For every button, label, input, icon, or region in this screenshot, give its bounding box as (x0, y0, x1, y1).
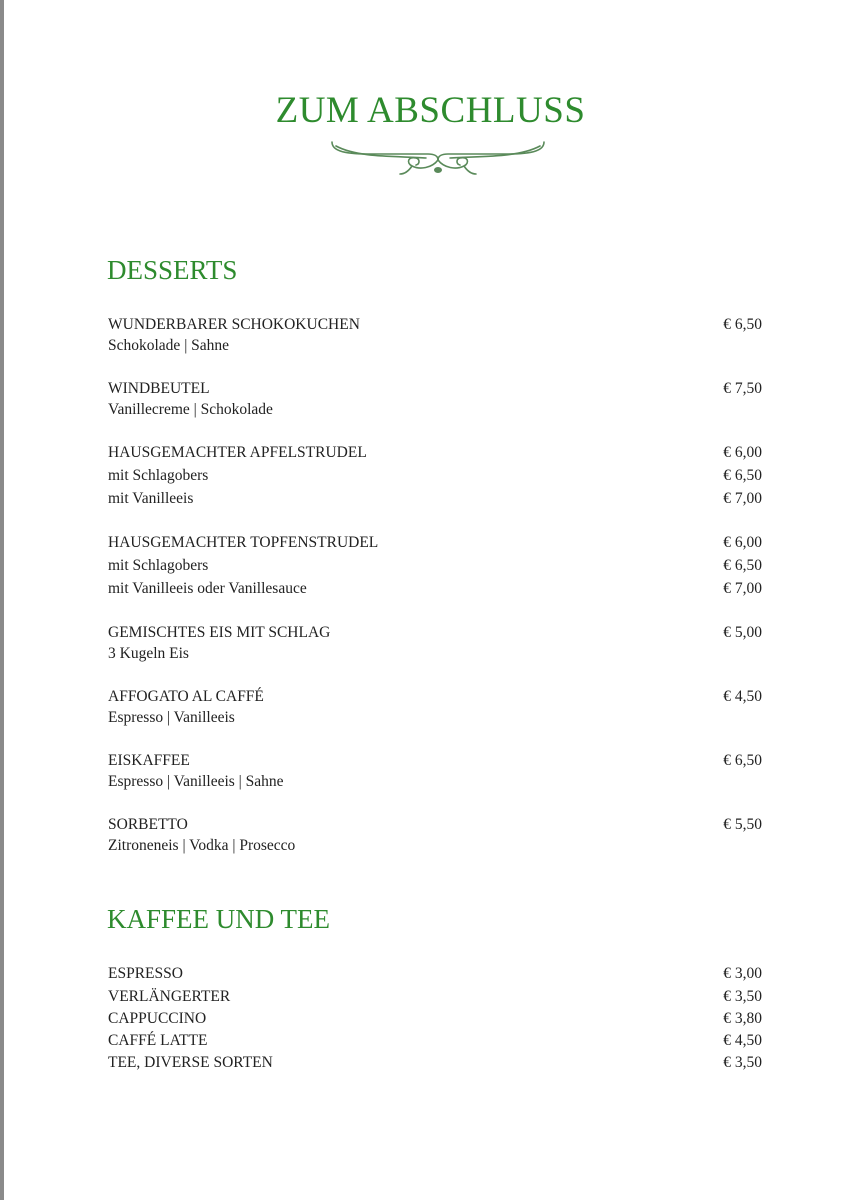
menu-item-name: ESPRESSO (108, 965, 183, 982)
menu-item-price: € 6,00 (723, 534, 762, 551)
menu-item-description (108, 836, 762, 856)
flourish-ornament-icon (328, 134, 548, 182)
menu-item-name: AFFOGATO AL CAFFÉ (108, 688, 264, 705)
menu-item-variant-name: mit Vanilleeis (108, 490, 194, 507)
menu-item-price: € 5,00 (723, 624, 762, 641)
menu-item-variant-price: € 6,50 (723, 557, 762, 574)
menu-item (108, 315, 762, 335)
menu-item (108, 379, 762, 399)
menu-item-price: € 7,50 (723, 380, 762, 397)
menu-item-name: HAUSGEMACHTER TOPFENSTRUDEL (108, 534, 379, 551)
menu-item-name: HAUSGEMACHTER APFELSTRUDEL (108, 444, 367, 461)
menu-item-variant (108, 489, 762, 509)
menu-item-description-text: Zitroneneis | Vodka | Prosecco (108, 837, 296, 854)
menu-item-price: € 5,50 (723, 816, 762, 833)
menu-item-description (108, 644, 762, 664)
menu-item (108, 815, 762, 835)
menu-item-description-text: Espresso | Vanilleeis | Sahne (108, 773, 284, 790)
menu-item-price: € 3,80 (723, 1010, 762, 1027)
menu-item (108, 623, 762, 643)
section-title-kaffee-und-tee: KAFFEE UND TEE (107, 904, 331, 934)
page-left-edge (0, 0, 4, 1200)
menu-item (108, 751, 762, 771)
menu-item (108, 987, 762, 1007)
page-title: ZUM ABSCHLUSS (275, 90, 586, 131)
menu-item-description-text: 3 Kugeln Eis (108, 645, 189, 662)
menu-item-variant (108, 556, 762, 576)
menu-item (108, 964, 762, 984)
menu-item-variant-price: € 7,00 (723, 580, 762, 597)
menu-item-name: CAFFÉ LATTE (108, 1032, 208, 1049)
menu-item-variant-name: mit Schlagobers (108, 557, 209, 574)
menu-item-name: CAPPUCCINO (108, 1010, 207, 1027)
menu-item (108, 1009, 762, 1029)
menu-item (108, 443, 762, 463)
menu-item-description (108, 708, 762, 728)
menu-item (108, 533, 762, 553)
menu-item-variant-name: mit Vanilleeis oder Vanillesauce (108, 580, 307, 597)
menu-item-price: € 3,00 (723, 965, 762, 982)
menu-item-name: WINDBEUTEL (108, 380, 210, 397)
menu-item-name: WUNDERBARER SCHOKOKUCHEN (108, 316, 360, 333)
menu-item-price: € 4,50 (723, 1032, 762, 1049)
menu-item-description-text: Schokolade | Sahne (108, 337, 230, 354)
menu-item-variant (108, 579, 762, 599)
menu-item-price: € 3,50 (723, 1054, 762, 1071)
menu-item-name: SORBETTO (108, 816, 188, 833)
menu-item-price: € 3,50 (723, 988, 762, 1005)
menu-item-description-text: Vanillecreme | Schokolade (108, 401, 273, 418)
menu-item-name: EISKAFFEE (108, 752, 190, 769)
menu-item-variant-price: € 7,00 (723, 490, 762, 507)
menu-item-name: GEMISCHTES EIS MIT SCHLAG (108, 624, 331, 641)
menu-item-price: € 6,50 (723, 316, 762, 333)
menu-item (108, 1031, 762, 1051)
menu-item-variant (108, 466, 762, 486)
menu-item-price: € 6,50 (723, 752, 762, 769)
menu-item-name: TEE, DIVERSE SORTEN (108, 1054, 273, 1071)
menu-item-price: € 4,50 (723, 688, 762, 705)
menu-item-description (108, 336, 762, 356)
menu-item-name: VERLÄNGERTER (108, 988, 231, 1005)
menu-item-description-text: Espresso | Vanilleeis (108, 709, 235, 726)
menu-item (108, 687, 762, 707)
menu-item-variant-name: mit Schlagobers (108, 467, 209, 484)
menu-item (108, 1053, 762, 1073)
menu-item-variant-price: € 6,50 (723, 467, 762, 484)
menu-item-price: € 6,00 (723, 444, 762, 461)
menu-item-description (108, 772, 762, 792)
menu-item-description (108, 400, 762, 420)
section-title-desserts: DESSERTS (107, 255, 238, 285)
